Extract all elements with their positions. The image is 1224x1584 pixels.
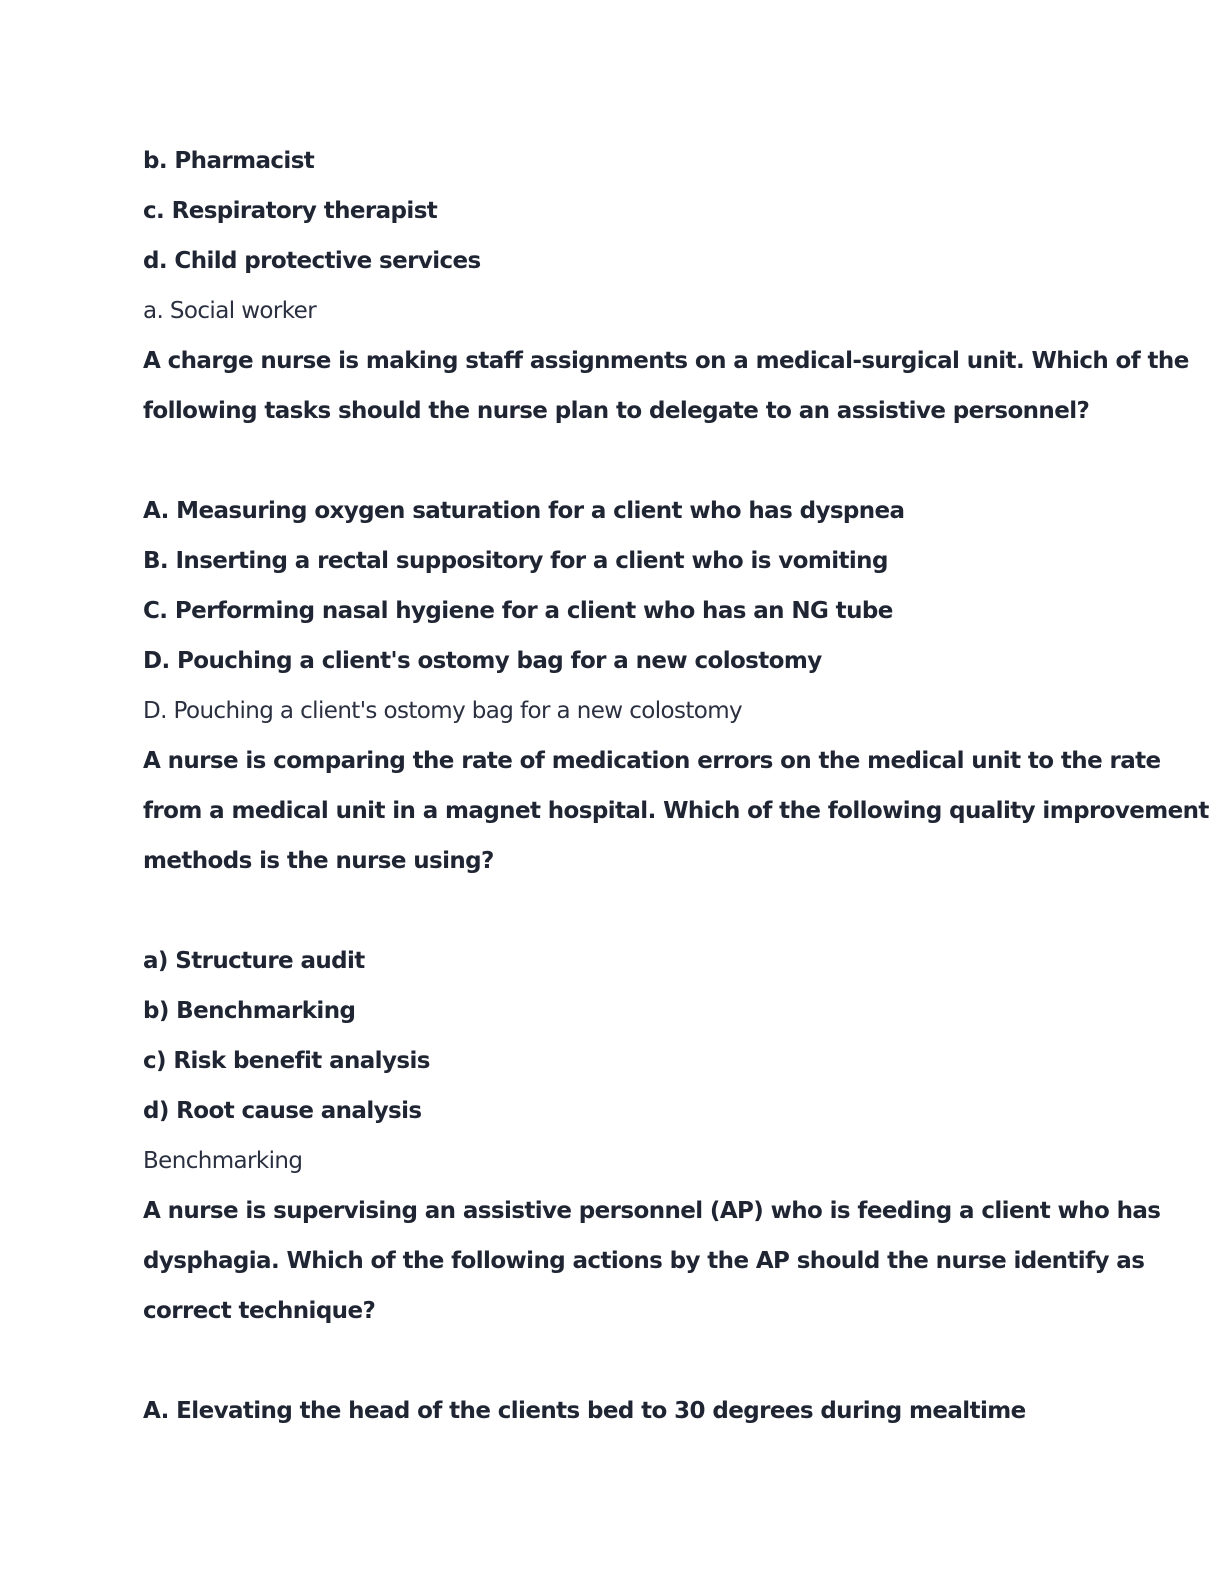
option-line: d) Root cause analysis — [143, 1098, 422, 1124]
option-line: C. Performing nasal hygiene for a client who has an NG tube — [143, 598, 893, 624]
option-line: B. Inserting a rectal suppository for a client who is vomiting — [143, 548, 888, 574]
option-line: A. Measuring oxygen saturation for a client who has dyspnea — [143, 498, 905, 524]
spacer — [143, 436, 1083, 486]
question-stem-line: from a medical unit in a magnet hospital. Which of the following quality improvement — [143, 798, 1209, 824]
question-stem-line: A nurse is comparing the rate of medication errors on the medical unit to the rate — [143, 748, 1161, 774]
option-line: a) Structure audit — [143, 948, 365, 974]
question-stem-line: dysphagia. Which of the following actions by the AP should the nurse identify as — [143, 1248, 1145, 1274]
question-stem-line: methods is the nurse using? — [143, 848, 494, 874]
question-stem-line: following tasks should the nurse plan to delegate to an assistive personnel? — [143, 398, 1090, 424]
answer-line: a. Social worker — [143, 298, 317, 324]
option-line: c. Respiratory therapist — [143, 198, 438, 224]
answer-line: D. Pouching a client's ostomy bag for a new colostomy — [143, 698, 743, 724]
option-line: b. Pharmacist — [143, 148, 315, 174]
option-line: D. Pouching a client's ostomy bag for a new colostomy — [143, 648, 822, 674]
question-stem-line: A charge nurse is making staff assignments on a medical-surgical unit. Which of the — [143, 348, 1189, 374]
option-line: A. Elevating the head of the clients bed to 30 degrees during mealtime — [143, 1398, 1026, 1424]
option-line: c) Risk benefit analysis — [143, 1048, 430, 1074]
question-stem-line: correct technique? — [143, 1298, 376, 1324]
option-line: b) Benchmarking — [143, 998, 356, 1024]
spacer — [143, 886, 1083, 936]
document-page — [143, 136, 1209, 1436]
question-stem-line: A nurse is supervising an assistive personnel (AP) who is feeding a client who has — [143, 1198, 1161, 1224]
spacer — [143, 1336, 1083, 1386]
answer-line: Benchmarking — [143, 1148, 303, 1174]
option-line: d. Child protective services — [143, 248, 481, 274]
